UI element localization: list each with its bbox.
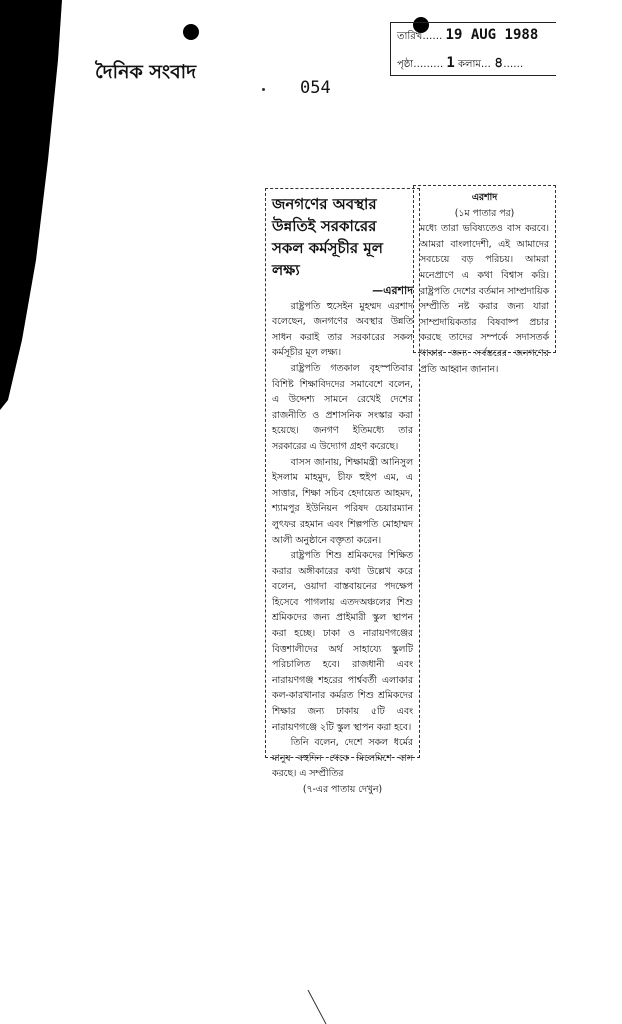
article-paragraph: তিনি বলেন, দেশে সকল ধর্মের মানুষ বহুদিন থেকে মিলেমিশে বাস করছে। এ সম্প্রীতির xyxy=(272,737,413,780)
date-stamp: তারিখ…… 19 AUG 1988 পৃষ্ঠা……… 1 কলাম… ৪…… xyxy=(390,22,556,76)
continuation-title: এরশাদ xyxy=(471,192,498,203)
article-headline: জনগণের অবস্থার উন্নতিই সরকারের সকল কর্মসূচীর মূল লক্ষ্য xyxy=(272,195,383,279)
article-byline: —এরশাদ xyxy=(372,284,413,297)
continuation-clipping xyxy=(413,185,556,375)
article-clipping xyxy=(265,188,420,795)
article-paragraph: বাসস জানায়, শিক্ষামন্ত্রী আনিসুল ইসলাম মাহমুদ, চীফ হুইপ এম, এ সাত্তার, শিক্ষা সচিব হেদায়েত আহমদ, শ্যামপুর ইউনিয়ন পরিষদ চেয়ারম্যান লুৎফর রহমান এবং শিল্পপতি মোহাম্মদ আলী অনুষ্ঠানে বক্তৃতা করেন। xyxy=(272,456,413,546)
scan-mark xyxy=(300,990,340,1024)
page-value: 1 xyxy=(446,55,455,71)
column-value: ৪ xyxy=(494,55,504,71)
continuation-from-note: (১ম পাতার পর) xyxy=(454,207,515,219)
page-label: পৃষ্ঠা xyxy=(397,59,414,70)
column-label: কলাম xyxy=(458,59,481,70)
page-number: 054 xyxy=(300,78,331,98)
newspaper-name: দৈনিক সংবাদ xyxy=(95,61,197,83)
date-value: 19 AUG 1988 xyxy=(445,27,539,43)
scan-dark-edge xyxy=(0,0,90,420)
punch-hole-icon xyxy=(183,24,199,40)
date-label: তারিখ xyxy=(397,31,423,42)
article-paragraph: রাষ্ট্রপতি শিশু শ্রমিকদের শিক্ষিত করার অঙ্গীকারের কথা উল্লেখ করে বলেন, ওয়াদা বাস্তবায়নের পদক্ষেপ হিসেবে পাগলায় এতদঅঞ্চলের শিশু শ্রমিকদের জন্য প্রাইমারী স্কুল স্থাপন করা হচ্ছে। ঢাকা ও নারায়ণগঞ্জের বিত্তশালীদের অর্থ সাহায্যে স্কুলটি পরিচালিত হবে। রাজধানী এবং নারায়ণগঞ্জ শহরের পার্শ্ববর্তী এলাকার কল-কারখানার কর্মরত শিশু শ্রমিকদের শিক্ষার জন্য ঢাকায় ৫টি এবং নারায়ণগঞ্জে ২টি স্কুল স্থাপন করা হবে। xyxy=(272,550,413,733)
continuation-text: মধ্যে তারা ভবিষ্যতেও বাস করবে। আমরা বাংলাদেশী, এই আমাদের সবচেয়ে বড় পরিচয়। আমরা মনেপ্রাণে এ কথা বিশ্বাস করি। রাষ্ট্রপতি দেশের বর্তমান সাম্প্রদায়িক সম্প্রীতি নষ্ট করার জন্য যারা সাম্প্রদায়িকতার বিষবাষ্প প্রচার করছে তাদের সম্পর্কে সদাসতর্ক থাকার জন্য সর্বস্তরের জনগণের প্রতি আহ্বান জানান। xyxy=(420,223,549,375)
article-paragraph: রাষ্ট্রপতি হুসেইন মুহম্মদ এরশাদ বলেছেন, জনগণের অবস্থার উন্নতি সাধন করাই তার সরকারের সকল কর্মসূচীর মূল লক্ষ্য। xyxy=(272,300,413,359)
scan-speck xyxy=(262,88,265,91)
article-paragraph: রাষ্ট্রপতি গতকাল বৃহস্পতিবার বিশিষ্ট শিক্ষাবিদদের সমাবেশে বলেন, এ উদ্দেশ্য সামনে রেখেই দেশের রাজনীতি ও প্রশাসনিক সংস্কার করা হয়েছে। জনগণ ইতিমধ্যে তার সরকারের এ উদ্যোগ গ্রহণ করেছে। xyxy=(272,362,413,452)
continued-note: (৭-এর পাতায় দেখুন) xyxy=(302,784,383,795)
